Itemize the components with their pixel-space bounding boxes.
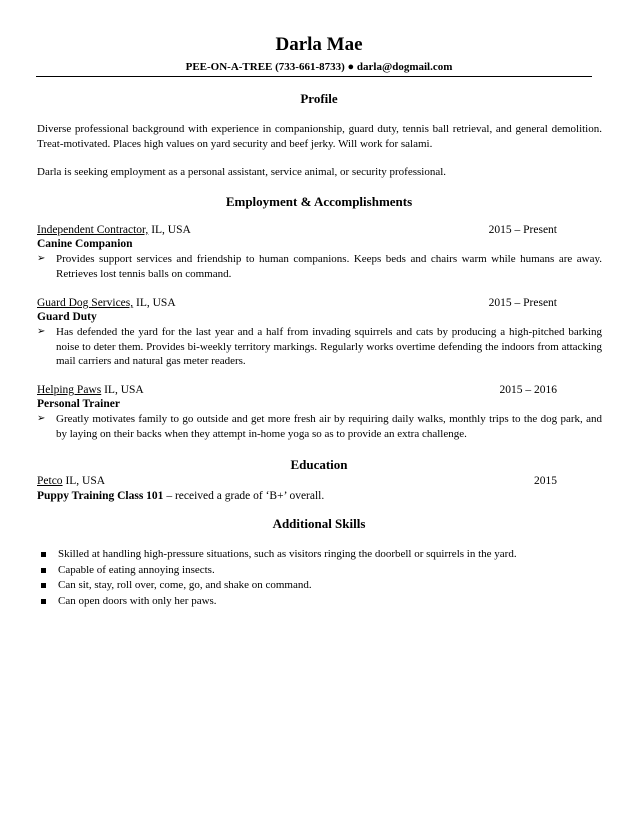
education-detail — [37, 489, 324, 503]
education-course: Puppy Training Class 101 — [37, 490, 164, 502]
job-header — [37, 296, 557, 310]
square-bullet-icon — [41, 599, 46, 604]
job-description: Greatly motivates family to go outside and get more fresh air by requiring daily walks, monthly trips to the dog park, and by laying on their backs when they attempt in-home yoga so as to provide an extra challenge. — [56, 413, 602, 440]
square-bullet-icon — [41, 583, 46, 588]
job-bullet — [37, 252, 602, 281]
job-description: Has defended the yard for the last year and a half from invading squirrels and cats by producing a high-pitched barking noise to deter them. Provides bi-weekly territory markings. Regularly works overtime defending the indoors from attacking mail carriers and natural gas meter readers. — [56, 326, 602, 367]
job-location: IL, USA — [148, 224, 191, 236]
job-org: Helping Paws — [37, 384, 102, 396]
square-bullet-icon — [41, 552, 46, 557]
education-org: Petco — [37, 475, 63, 487]
job-org-line — [37, 296, 176, 310]
job-location: IL, USA — [133, 297, 176, 309]
job-dates: 2015 – Present — [488, 224, 557, 236]
header-divider — [36, 76, 592, 77]
skill-text: Can open doors with only her paws. — [58, 594, 217, 607]
skill-text: Skilled at handling high-pressure situations, such as visitors ringing the doorbell or squirrels in the yard. — [58, 548, 517, 560]
skills-list — [37, 547, 602, 609]
profile-summary: Diverse professional background with experience in companionship, guard duty, tennis ball retrieval, and general demolition. Treat-motivated. Places high values on yard security and beef jerky. Will work for salami. — [37, 123, 602, 150]
skills-heading: Additional Skills — [272, 516, 366, 531]
education-year: 2015 — [534, 475, 557, 487]
job-title: Canine Companion — [37, 238, 133, 250]
job-header — [37, 383, 557, 397]
contact-line: PEE-ON-A-TREE (733-661-8733) ● darla@dogmail.com — [185, 61, 453, 73]
job-header — [37, 223, 557, 237]
education-org-line — [37, 474, 105, 488]
employment-heading: Employment & Accomplishments — [225, 194, 413, 209]
job-org-line — [37, 383, 144, 397]
education-grade: – received a grade of ‘B+’ overall. — [163, 490, 325, 502]
list-item — [37, 578, 602, 594]
skill-text: Can sit, stay, roll over, come, go, and shake on command. — [58, 579, 312, 591]
education-location: IL, USA — [62, 475, 106, 487]
list-item — [37, 594, 602, 610]
job-bullet — [37, 412, 602, 441]
arrow-bullet-icon: ➢ — [37, 413, 46, 424]
education-heading: Education — [290, 457, 348, 472]
job-dates: 2015 – 2016 — [499, 384, 557, 396]
profile-objective: Darla is seeking employment as a personal assistant, service animal, or security professional. — [37, 166, 447, 178]
arrow-bullet-icon: ➢ — [37, 253, 46, 264]
candidate-name: Darla Mae — [275, 34, 363, 55]
education-header — [37, 474, 557, 488]
job-org: Independent Contractor, — [37, 224, 149, 236]
skill-text: Capable of eating annoying insects. — [58, 563, 215, 576]
list-item — [37, 563, 602, 579]
job-description: Provides support services and friendship to human companions. Keeps beds and chairs warm while humans are away. Retrieves lost tennis balls on command. — [56, 253, 602, 280]
job-org-line — [37, 223, 191, 237]
arrow-bullet-icon: ➢ — [37, 326, 46, 337]
job-dates: 2015 – Present — [488, 297, 557, 309]
square-bullet-icon — [41, 568, 46, 573]
job-title: Guard Duty — [37, 311, 97, 323]
list-item — [37, 547, 602, 563]
job-title: Personal Trainer — [37, 398, 120, 410]
job-org: Guard Dog Services, — [37, 297, 134, 309]
job-location: IL, USA — [101, 384, 144, 396]
job-bullet — [37, 325, 602, 369]
profile-heading: Profile — [300, 91, 338, 106]
